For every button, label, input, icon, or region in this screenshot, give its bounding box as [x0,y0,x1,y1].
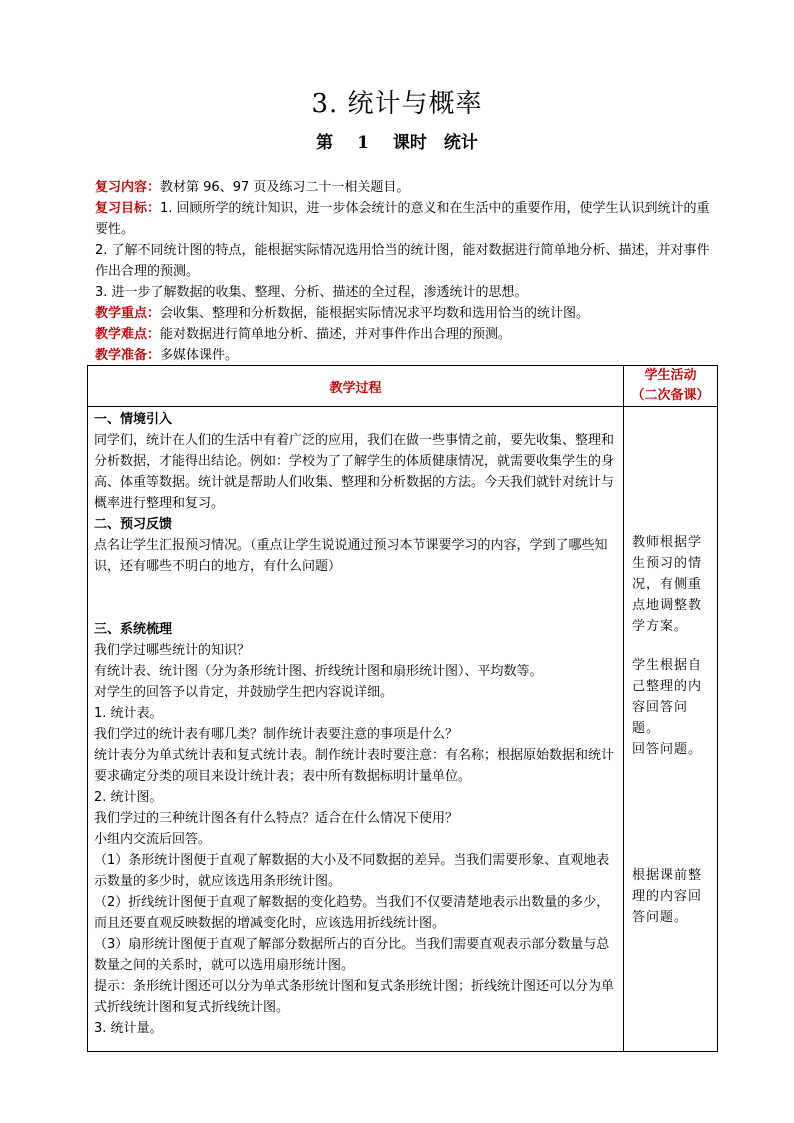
paragraph: 统计表分为单式统计表和复式统计表。制作统计表时要注意：有名称；根据原始数据和统计要求确定分类的项目来设计统计表；表中所有数据标明计量单位。 [94,748,615,784]
intro-key-point: 教学重点：会收集、整理和分析数据，能根据实际情况求平均数和选用恰当的统计图。 [95,306,590,321]
intro-review-goal-2: 2. 了解不同统计图的特点，能根据实际情况选用恰当的统计图，能对数据进行简单地分析、描述，并对事件作出合理的预测。 [95,243,710,279]
paragraph: 我们学过的三种统计图各有什么特点？适合在什么情况下使用？ [94,811,459,826]
side-note: 回答问题。 [632,742,703,757]
paragraph: （1）条形统计图便于直观了解数据的大小及不同数据的差异。当我们需要形象、直观地表示数量的多少时，就应该选用条形统计图。 [94,853,610,889]
paragraph: 有统计表、统计图（分为条形统计图、折线统计图和扇形统计图）、平均数等。 [94,664,543,679]
paragraph: 3. 统计量。 [94,1021,163,1036]
page-subtitle: 第 1 课时 统计 [316,133,478,153]
paragraph: 同学们，统计在人们的生活中有着广泛的应用，我们在做一些事情之前，要先收集、整理和分析数据，才能得出结论。例如：学校为了了解学生的体质健康情况，就需要收集学生的身高、体重等数据。统计就是帮助人们收集、整理和分析数据的方法。今天我们就针对统计与概率进行整理和复习。 [94,433,615,511]
section-heading: 一、情境引入 [94,412,173,427]
side-note: 教师根据学生预习的情况，有侧重点地调整教学方案。 [632,535,703,634]
lesson-intro [95,177,719,366]
intro-review-goal-3: 3. 进一步了解数据的收集、整理、分析、描述的全过程，渗透统计的思想。 [95,285,528,300]
intro-review-content: 复习内容：教材第 96、97 页及练习二十一相关题目。 [95,180,410,195]
header-teaching-process: 教学过程 [88,366,624,407]
teaching-process-table [87,365,718,1052]
paragraph: 提示：条形统计图还可以分为单式条形统计图和复式条形统计图；折线统计图还可以分为单式折线统计图和复式折线统计图。 [94,979,615,1015]
student-activity-column [624,407,718,1052]
paragraph: 我们学过哪些统计的知识？ [94,643,251,658]
intro-preparation: 教学准备：多媒体课件。 [95,348,239,363]
table-body-row [88,407,718,1052]
paragraph: 点名让学生汇报预习情况。（重点让学生说说通过预习本节课要学习的内容，学到了哪些知识，还有哪些不明白的地方，有什么问题） [94,538,608,574]
section-heading: 三、系统梳理 [94,622,173,637]
teaching-process-content [88,407,624,1052]
page-title: 3. 统计与概率 [311,89,483,119]
paragraph: 我们学过的统计表有哪几类？制作统计表要注意的事项是什么？ [94,727,459,742]
side-note: 学生根据自己整理的内容回答问题。 [632,658,703,736]
intro-difficulty: 教学难点：能对数据进行简单地分析、描述，并对事件作出合理的预测。 [95,327,512,342]
side-note: 根据课前整理的内容回答问题。 [632,868,703,925]
intro-review-goal-1: 复习目标：1. 回顾所学的统计知识，进一步体会统计的意义和在生活中的重要作用，使学生认识到统计的重要性。 [95,201,710,237]
paragraph: 小组内交流后回答。 [94,832,212,847]
table-header-row [88,366,718,407]
paragraph: （3）扇形统计图便于直观了解部分数据所占的百分比。当我们需要直观表示部分数量与总数量之间的关系时，就可以选用扇形统计图。 [94,937,610,973]
paragraph: 1. 统计表。 [94,706,163,721]
section-heading: 二、预习反馈 [94,517,173,532]
header-student-activity: 学生活动 （二次备课） [624,366,718,407]
paragraph: 对学生的回答予以肯定，并鼓励学生把内容说详细。 [94,685,394,700]
paragraph: 2. 统计图。 [94,790,163,805]
paragraph: （2）折线统计图便于直观了解数据的变化趋势。当我们不仅要清楚地表示出数量的多少，而且还要直观反映数据的增减变化时，应该选用折线统计图。 [94,895,610,931]
